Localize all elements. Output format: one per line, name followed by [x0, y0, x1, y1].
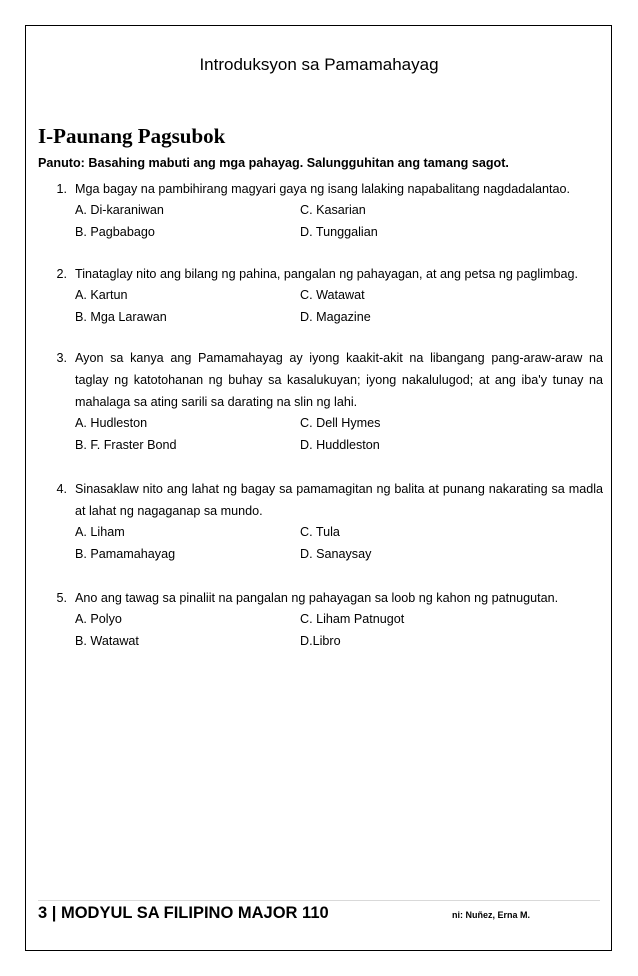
page-header-title: Introduksyon sa Pamamahayag	[199, 55, 439, 74]
answer-options	[75, 200, 603, 243]
question-text: Ayon sa kanya ang Pamamahayag ay iyong kaakit-akit na libangang pang-araw-araw na taglay ng katotohanan ng buhay sa kasalukuyan; iyong nakalulugod; at ang iba'y tunay na mahalaga sa ating sarili sa darating na slin ng lahi.	[75, 351, 603, 409]
answer-options	[75, 285, 603, 328]
footer-divider	[38, 900, 600, 901]
question-number: 5.	[56, 591, 67, 605]
question-text: Tinataglay nito ang bilang ng pahina, pangalan ng pahayagan, at ang petsa ng paglimbag.	[75, 267, 578, 281]
footer-module-title: 3 | MODYUL SA FILIPINO MAJOR 110	[38, 904, 329, 922]
option-a[interactable]: A. Polyo	[75, 612, 122, 626]
question-5	[38, 587, 603, 652]
option-c[interactable]: C. Dell Hymes	[300, 416, 381, 430]
question-text: Ano ang tawag sa pinaliit na pangalan ng pahayagan sa loob ng kahon ng patnugutan.	[75, 591, 559, 605]
option-d[interactable]: D. Magazine	[300, 309, 371, 324]
question-text: Mga bagay na pambihirang magyari gaya ng isang lalaking napabalitang nagdadalantao.	[75, 182, 571, 196]
question-number: 1.	[56, 182, 67, 196]
option-c[interactable]: C. Kasarian	[300, 203, 366, 217]
option-b[interactable]: B. F. Fraster Bond	[75, 437, 177, 452]
option-a[interactable]: A. Kartun	[75, 288, 128, 302]
section-title: I-Paunang Pagsubok	[38, 124, 226, 148]
option-d[interactable]: D. Tunggalian	[300, 224, 378, 239]
question-number: 4.	[56, 482, 67, 496]
option-d[interactable]: D. Sanaysay	[300, 546, 372, 561]
question-2	[38, 263, 603, 328]
footer-author: ni: Nuñez, Erna M.	[452, 910, 531, 920]
option-b[interactable]: B. Pamamahayag	[75, 546, 176, 561]
option-c[interactable]: C. Watawat	[300, 288, 365, 302]
option-b[interactable]: B. Pagbabago	[75, 224, 155, 239]
answer-options	[75, 413, 603, 456]
option-c[interactable]: C. Tula	[300, 525, 340, 539]
option-a[interactable]: A. Hudleston	[75, 416, 148, 430]
option-a[interactable]: A. Liham	[75, 525, 125, 539]
option-d[interactable]: D.Libro	[300, 633, 341, 648]
question-1	[38, 178, 603, 243]
option-b[interactable]: B. Mga Larawan	[75, 309, 167, 324]
answer-options	[75, 522, 603, 565]
option-b[interactable]: B. Watawat	[75, 633, 139, 648]
option-d[interactable]: D. Huddleston	[300, 437, 380, 452]
question-4	[38, 478, 603, 565]
instructions: Panuto: Basahing mabuti ang mga pahayag. Salungguhitan ang tamang sagot.	[38, 156, 509, 170]
question-number: 2.	[56, 267, 67, 281]
question-text: Sinasaklaw nito ang lahat ng bagay sa pamamagitan ng balita at punang nakarating sa madla at lahat ng nagaganap sa mundo.	[75, 482, 603, 518]
answer-options	[75, 609, 603, 652]
question-number: 3.	[56, 351, 67, 365]
question-3	[38, 347, 603, 456]
option-c[interactable]: C. Liham Patnugot	[300, 612, 405, 626]
option-a[interactable]: A. Di-karaniwan	[75, 203, 164, 217]
